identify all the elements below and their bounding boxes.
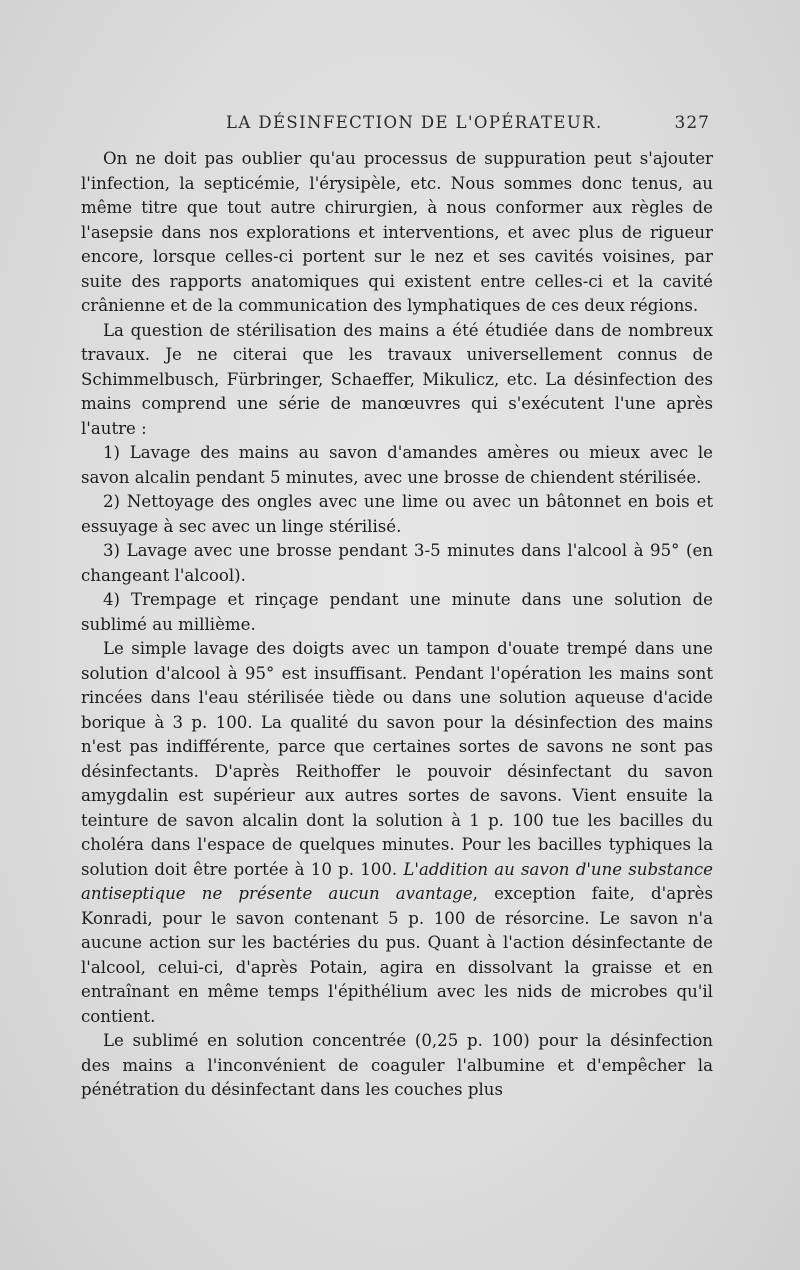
paragraph-asepsie: On ne doit pas oublier qu'au processus de suppuration peut s'ajouter l'infection, la septicémie, l'érysipèle, etc. Nous sommes donc tenus, au même titre que tout autre chirurgien, à nous conformer aux règles de l'asepsie dans nos explorations et interventions, et avec plus de rigueur encore, lorsque celles-ci portent sur le nez et ses cavités voisines, par suite des rapports anatomiques qui existent entre celles-ci et la cavité crânienne et de la communication des lymphatiques de ces deux régions. (81, 149, 713, 315)
page-number: 327 (674, 113, 710, 133)
list-item-lavage-savon: 1) Lavage des mains au savon d'amandes amères ou mieux avec le savon alcalin pendant 5 minutes, avec une brosse de chiendent stérilisée. (81, 443, 713, 487)
paragraph-lavage-doigts-end: , exception faite, d'après Konradi, pour le savon contenant 5 p. 100 de résorcine. Le savon n'a aucune action sur les bactéries du pus. Quant à l'action désinfectante de l'alcool, celui-ci, d'après Potain, agira en dissolvant la graisse et en entraînant en même temps l'épithélium avec les nids de microbes qu'il contient. (81, 884, 713, 1026)
list-item-lavage-alcool: 3) Lavage avec une brosse pendant 3-5 minutes dans l'alcool à 95° (en changeant l'alcool). (81, 541, 713, 585)
paragraph-sublime: Le sublimé en solution concentrée (0,25 p. 100) pour la désinfection des mains a l'inconvénient de coaguler l'albumine et d'empêcher la pénétration du désinfectant dans les couches plus (81, 1031, 713, 1099)
paragraph-lavage-doigts (81, 637, 713, 1029)
paragraph-lavage-doigts-start: Le simple lavage des doigts avec un tampon d'ouate trempé dans une solution d'alcool à 95° est insuffisant. Pendant l'opération les mains sont rincées dans l'eau stérilisée tiède ou dans une solution aqueuse d'acide borique à 3 p. 100. La qualité du savon pour la désinfection des mains n'est pas indifférente, parce que certaines sortes de savons ne sont pas désinfectants. D'après Reithoffer le pouvoir désinfectant du savon amygdalin est supérieur aux autres sortes de savons. Vient ensuite la teinture de savon alcalin dont la solution à 1 p. 100 tue les bacilles du choléra dans l'espace de quelques minutes. Pour les bacilles typhiques la solution doit être portée à 10 p. 100. (81, 639, 713, 879)
list-item-nettoyage-ongles: 2) Nettoyage des ongles avec une lime ou avec un bâtonnet en bois et essuyage à sec avec un linge stérilisé. (81, 492, 713, 536)
running-title: LA DÉSINFECTION DE L'OPÉRATEUR. (226, 113, 603, 132)
paragraph-sterilisation-mains: La question de stérilisation des mains a été étudiée dans de nombreux travaux. Je ne citerai que les travaux universellement connus de Schimmelbusch, Fürbringer, Schaeffer, Mikulicz, etc. La désinfection des mains comprend une série de manœuvres qui s'exécutent l'une après l'autre : (81, 320, 713, 438)
italic-emphasis: L'addition au savon d'une substance antiseptique ne présente aucun avantage (81, 859, 713, 903)
list-item-trempage-sublime: 4) Trempage et rinçage pendant une minute dans une solution de sublimé au millième. (81, 590, 713, 634)
body-text (81, 147, 713, 1103)
page-header (108, 113, 710, 139)
